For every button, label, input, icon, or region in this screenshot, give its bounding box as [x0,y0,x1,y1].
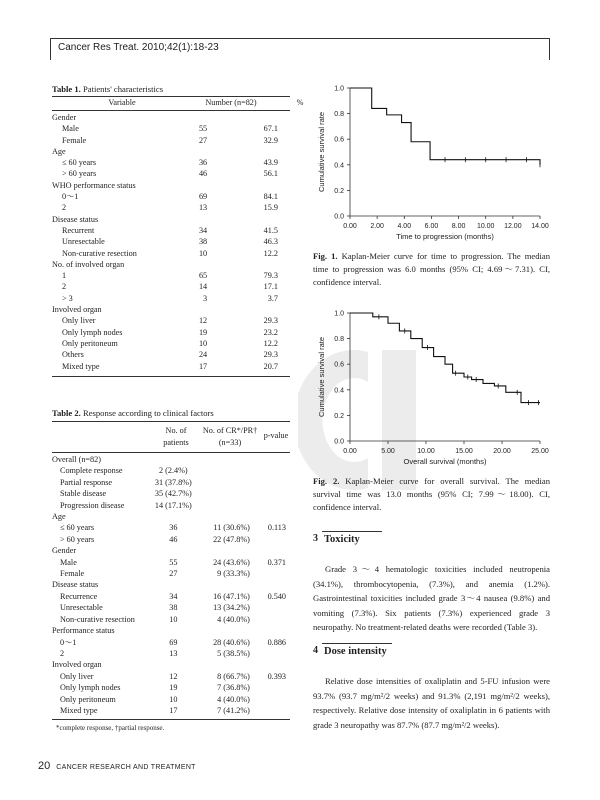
table2-cell-patients: 17 [169,705,178,715]
table1-cell-pct: 43.9 [263,158,278,168]
table2-row [52,694,290,705]
table2-cell-pvalue [254,477,290,488]
table1-cell-pct: 41.5 [263,225,278,235]
table2-cell-variable: Age [52,512,66,522]
table2-cell-pvalue [254,625,290,636]
table2-cell-pvalue [254,579,290,590]
table2-cell-pvalue [254,500,290,511]
table1-col-variable: Variable [108,98,136,107]
table2-cell-crpr [196,545,254,556]
table2-cell-variable: ≤ 60 years [60,523,95,533]
table1-row [52,236,290,247]
table2-cell-patients: 19 [169,683,178,693]
figure2-x-tick-label: 0.00 [343,448,357,455]
table2-cell-patients: 2 (2.4%) [158,466,188,476]
table2-cell-pvalue [254,602,290,613]
table2-cell-variable: Female [60,569,85,579]
table2-cell-patients [151,659,196,670]
table1-row [52,259,290,270]
table1-cell-number [163,112,237,123]
table1-cell-number: 12 [198,316,208,326]
table2-cell-variable: 0～1 [60,637,77,647]
figure2-x-tick-label: 15.00 [455,448,473,455]
table2-cell-crpr [196,488,254,499]
table2-cell-crpr: 28 (40.6%) [213,637,250,647]
table2-cell-crpr: 7 (41.2%) [217,705,250,715]
table1-cell-number: 10 [198,248,208,258]
table1-cell-number [163,214,237,225]
table2-row [52,465,290,476]
table1-cell-number: 27 [198,135,208,145]
table1-cell-number: 17 [198,361,208,371]
table2-cell-variable: > 60 years [60,534,95,544]
table2-cell-pvalue: 0.540 [267,591,286,601]
table1-col-number: Number (n=82) [205,98,257,107]
table1-row [52,361,290,372]
table2-row [52,545,290,556]
table2-cell-variable: Disease status [52,580,99,590]
table2-col-patients: No. of patients [163,426,189,447]
table2-cell-crpr: 7 (36.8%) [217,683,250,693]
table2-cell-crpr [196,500,254,511]
table1-cell-number [163,146,237,157]
table1-row [52,135,290,146]
section4-text: Relative dose intensities of oxaliplatin and 5-FU infusion were 93.7% (93.7 mg/m²/2 weeks) and 91.3% (2,191 mg/m²/2 weeks), respectively. Relative dose intensity of oxaliplatin in 6 patients with grade 3 neuropathy was 87.7% (87.7 mg/m²/2 weeks). [313,676,550,730]
table1-cell-pct [237,214,290,225]
table1-cell-number: 36 [198,158,208,168]
table2-cell-variable: Male [60,557,77,567]
table1-cell-pct: 67.1 [263,124,278,134]
figure1-x-tick-label: 2.00 [370,223,384,230]
table1-cell-variable: Others [62,350,84,360]
figure1-x-tick-label: 12.00 [504,223,522,230]
table1-cell-number: 19 [198,327,208,337]
table1-header [52,97,320,108]
table1-row [52,168,290,179]
table1-cell-pct: 29.3 [263,350,278,360]
table2-cell-variable: Mixed type [60,705,98,715]
table1-row [52,270,290,281]
table1-row [52,157,290,168]
table1-cell-pct: 12.2 [263,338,278,348]
table1-cell-variable: > 3 [62,293,73,303]
table1-cell-number: 10 [198,338,208,348]
table2-cell-patients: 38 [169,603,178,613]
table1-bottom-rule [52,376,290,377]
section3-text: Grade 3～4 hematologic toxicities included neutropenia (34.1%), thrombocytopenia, (7.3%), and anemia (1.2%). Gastrointestinal toxicities included grade 3～4 nausea (9.8%) and vomiting (7.3%). Six patients (7.3%) experienced grade 3 neuropathy. No treatment-related deaths were recorded (Table 3). [313,564,550,632]
table2-cell-patients: 31 (37.8%) [154,477,192,487]
footer-journal: CANCER RESEARCH AND TREATMENT [56,764,196,771]
table1-cell-number: 69 [198,192,208,202]
table2-cell-variable: Non-curative resection [60,614,135,624]
table2-footnote: *complete response, †partial response. [56,724,165,732]
table2-row [52,557,290,568]
table2-row [52,659,290,670]
table2-cell-pvalue [254,534,290,545]
table1-row [52,327,290,338]
table1-cell-number [163,259,237,270]
table1-cell-variable: WHO performance status [52,180,136,190]
table1-cell-variable: No. of involved organ [52,259,125,269]
section4-rule [322,643,392,644]
figure1-y-tick-label: 1.0 [334,85,344,93]
table2-cell-variable: Recurrence [60,591,98,601]
table2-cell-patients [151,625,196,636]
table1-cell-number: 55 [198,124,208,134]
table2-row [52,500,290,511]
table2-cell-variable: 2 [60,648,65,658]
header-rule-right [549,38,550,60]
table1-row [52,225,290,236]
table2-cell-patients [151,454,196,465]
table1-cell-pct: 84.1 [263,192,278,202]
table1-cell-number: 65 [198,271,208,281]
table2-cell-pvalue [254,614,290,625]
table2-cell-crpr: 5 (38.5%) [217,648,250,658]
table1-cell-pct [237,180,290,191]
table1-row [52,214,290,225]
table1-cell-variable: ≤ 60 years [62,158,97,168]
table2-cell-pvalue [254,568,290,579]
table1-cell-number [163,304,237,315]
table2-row [52,568,290,579]
journal-citation: Cancer Res Treat. 2010;42(1):18-23 [58,42,219,53]
table2-cell-patients: 69 [169,637,178,647]
table1-cell-pct: 23.2 [263,327,278,337]
table2-cell-patients: 36 [169,523,178,533]
table2-cell-patients: 34 [169,591,178,601]
table1-cell-number: 24 [198,350,208,360]
table2-cell-crpr: 16 (47.1%) [213,591,250,601]
table2-cell-variable: Involved organ [52,660,102,670]
table1-cell-pct [237,259,290,270]
table1-cell-variable: Only lymph nodes [62,327,123,337]
table2-cell-crpr: 11 (30.6%) [213,523,250,533]
table1-row [52,180,290,191]
table2-cell-patients [151,579,196,590]
table2-header-rule [52,452,290,453]
table2-cell-patients: 27 [169,569,178,579]
table2-cell-variable: Only peritoneum [60,694,116,704]
table1-row [52,338,290,349]
table2-row [52,522,290,533]
section4-number: 4 [313,645,318,656]
table2-cell-crpr: 4 (40.0%) [217,614,250,624]
table2-cell-crpr [196,659,254,670]
table2-row [52,511,290,522]
table2-row [52,454,290,465]
table2-cell-variable: Only lymph nodes [60,683,121,693]
figure2-x-tick-label: 25.00 [531,448,549,455]
table2-col-crpr: No. of CR*/PR† (n=33) [202,426,258,447]
table2-cell-pvalue: 0.113 [267,523,286,533]
table1-cell-variable: Gender [52,113,77,122]
table1-cell-number: 34 [198,225,208,235]
table1-cell-number: 13 [198,203,208,213]
table1-cell-variable: Female [62,135,87,145]
table2-cell-crpr [196,465,254,476]
figure2-x-tick-label: 10.00 [417,448,435,455]
table2-cell-pvalue [254,659,290,670]
table2-cell-crpr: 13 (34.2%) [213,603,250,613]
table2-row [52,591,290,602]
figure2-x-label: Overall survival (months) [403,457,487,466]
figure1-x-tick-label: 14.00 [531,223,549,230]
table2-cell-pvalue [254,694,290,705]
table1-cell-variable: 1 [62,271,67,281]
table2-cell-variable: Partial response [60,477,113,487]
table1-cell-pct [237,304,290,315]
table2-cell-pvalue [254,488,290,499]
figure1-x-tick-label: 4.00 [397,223,412,230]
table2-cell-pvalue [254,511,290,522]
table1-cell-pct [237,112,290,123]
table1-cell-variable: Disease status [52,214,99,224]
figure1-caption: Fig. 1. Kaplan-Meier curve for time to progression. The median time to progression was 6.0 months (95% CI; 4.69～7.31). CI, confidence interval. [313,251,550,287]
table2-row [52,671,290,682]
figure1-y-tick-label: 0.6 [334,136,344,144]
table1-cell-number: 46 [198,169,208,179]
table2-cell-patients: 10 [169,614,178,624]
section3-rule [322,531,382,532]
table1-cell-pct: 46.3 [263,237,278,247]
table2-cell-pvalue [254,454,290,465]
table1-cell-number: 38 [198,237,208,247]
table1-cell-variable: 2 [62,282,67,292]
table2-cell-patients: 10 [169,694,178,704]
table2-cell-crpr: 8 (66.7%) [217,671,250,681]
table2-cell-crpr: 9 (33.3%) [217,569,250,579]
table2-cell-variable: Overall (n=82) [52,455,101,464]
section4-title: Dose intensity [324,646,387,657]
section3-number: 3 [313,533,318,544]
table1-cell-pct: 32.9 [263,135,278,145]
table1-cell-variable: Only peritoneum [62,338,118,348]
figure2-y-tick-label: 0.2 [334,412,344,420]
table1-caption: Table 1. Patients' characteristics [52,84,164,94]
figure2-y-tick-label: 0.8 [334,336,344,344]
table2-row [52,648,290,659]
table2-cell-patients [151,511,196,522]
table1-row [52,293,290,304]
header-rule [50,38,550,39]
table2-caption: Table 2. Response according to clinical factors [52,408,214,418]
table1-header-rule [52,110,290,111]
table2-cell-pvalue: 0.371 [267,557,286,567]
table1-row [52,123,290,134]
table2-cell-variable: Unresectable [60,603,103,613]
figure2-caption: Fig. 2. Kaplan-Meier curve for overall survival. The median survival time was 13.0 months (95% CI; 7.99～18.00). CI, confidence interval. [313,476,550,512]
table1-cell-variable: 2 [62,203,67,213]
figure2-y-tick-label: 1.0 [334,310,344,318]
figure2-y-tick-label: 0.4 [334,387,344,395]
figure1-y-tick-label: 0.2 [334,187,344,195]
table1-cell-number: 14 [198,282,208,292]
table1-row [52,248,290,259]
table2-row [52,477,290,488]
figure2-chart [312,305,550,477]
figure1-x-label: Time to progression (months) [396,232,494,241]
table2-cell-patients: 55 [169,557,178,567]
table1-cell-variable: Age [52,146,66,156]
table2-cell-variable: Gender [52,546,77,556]
table1-cell-variable: > 60 years [62,169,97,179]
table2-cell-crpr [196,454,254,465]
figure2-y-tick-label: 0.0 [334,438,344,446]
table1-cell-variable: Recurrent [62,225,95,235]
table1-cell-pct: 12.2 [263,248,278,258]
table2-row [52,705,290,716]
figure2-x-tick-label: 5.00 [381,448,395,455]
table1-body [52,112,290,372]
table2-cell-patients: 35 (42.7%) [154,489,192,499]
table2-cell-crpr: 4 (40.0%) [217,694,250,704]
table2-cell-crpr [196,625,254,636]
table2-row [52,682,290,693]
table2-top-rule [52,421,290,422]
figure1-chart [312,80,550,252]
table1-row [52,315,290,326]
table1-cell-variable: Mixed type [62,361,100,371]
table1-cell-pct: 3.7 [267,293,278,303]
figure1-y-tick-label: 0.4 [334,162,344,170]
footer [38,760,196,772]
table1-cell-variable: Involved organ [52,305,102,315]
table2-cell-crpr: 22 (47.8%) [213,534,250,544]
figure1-x-tick-label: 10.00 [476,223,495,230]
section3-title: Toxicity [324,534,360,545]
table2-cell-crpr: 24 (43.6%) [213,557,250,567]
table2-row [52,602,290,613]
figure1-x-tick-label: 8.00 [451,223,466,230]
table1-row [52,191,290,202]
table2-cell-crpr [196,511,254,522]
table1-row [52,146,290,157]
table2-cell-patients: 13 [169,648,178,658]
figure1-y-tick-label: 0.0 [334,213,344,221]
table2-cell-variable: Performance status [52,626,115,636]
figure2-y-label: Cumulative survival rate [317,336,326,418]
table1-cell-pct: 29.3 [263,316,278,326]
table2-cell-pvalue [254,465,290,476]
figure2-survival-curve [350,313,540,403]
table2-cell-variable: Only liver [60,671,94,681]
table2-cell-patients: 14 (17.1%) [154,500,192,510]
figure1-y-tick-label: 0.8 [334,111,344,119]
table2-cell-pvalue [254,682,290,693]
table1-col-pct: % [296,98,304,107]
table2-body [52,454,290,716]
table1-cell-pct: 17.1 [263,282,278,292]
table1-row [52,349,290,360]
table1-cell-pct: 56.1 [263,169,278,179]
figure1-x-tick-label: 0.00 [343,223,357,230]
table1-row [52,202,290,213]
table2-cell-variable: Complete response [60,466,123,476]
table1-cell-variable: Non-curative resection [62,248,137,258]
table1-row [52,304,290,315]
table2-cell-patients [151,545,196,556]
table1-cell-variable: 0～1 [62,192,79,202]
table1-cell-pct: 20.7 [263,361,278,371]
table2-cell-variable: Progression disease [60,500,125,510]
figure2-x-tick-label: 20.00 [493,448,511,455]
figure2-y-tick-label: 0.6 [334,361,344,369]
table2-row [52,488,290,499]
table2-cell-variable: Stable disease [60,489,107,499]
table1-cell-pct [237,146,290,157]
table2-col-pvalue: p-value [263,431,289,440]
figure1-x-tick-label: 6.00 [424,223,439,230]
table2-cell-patients: 46 [169,534,178,544]
table2-bottom-rule [52,719,290,720]
table2-cell-pvalue: 0.886 [267,637,286,647]
table1-cell-number [163,180,237,191]
table2-cell-crpr [196,477,254,488]
table1-cell-pct: 15.9 [263,203,278,213]
table2-row [52,534,290,545]
table2-cell-pvalue: 0.393 [267,671,286,681]
table1-row [52,112,290,123]
table2-cell-crpr [196,579,254,590]
table2-cell-pvalue [254,648,290,659]
header-rule-left [50,38,51,60]
table2-row [52,637,290,648]
page-number: 20 [38,760,51,772]
table1-cell-variable: Male [62,124,79,134]
table2-row [52,625,290,636]
table1-cell-variable: Unresectable [62,237,105,247]
table2-row [52,614,290,625]
table1-cell-pct: 79.3 [263,271,278,281]
table1-cell-number: 3 [203,293,208,303]
table2-cell-pvalue [254,545,290,556]
figure1-survival-curve [350,88,540,165]
table2-cell-patients: 12 [169,671,178,681]
table1-cell-variable: Only liver [62,316,96,326]
table2-row [52,579,290,590]
figure1-y-label: Cumulative survival rate [317,111,326,193]
table2-cell-pvalue [254,705,290,716]
table1-row [52,281,290,292]
